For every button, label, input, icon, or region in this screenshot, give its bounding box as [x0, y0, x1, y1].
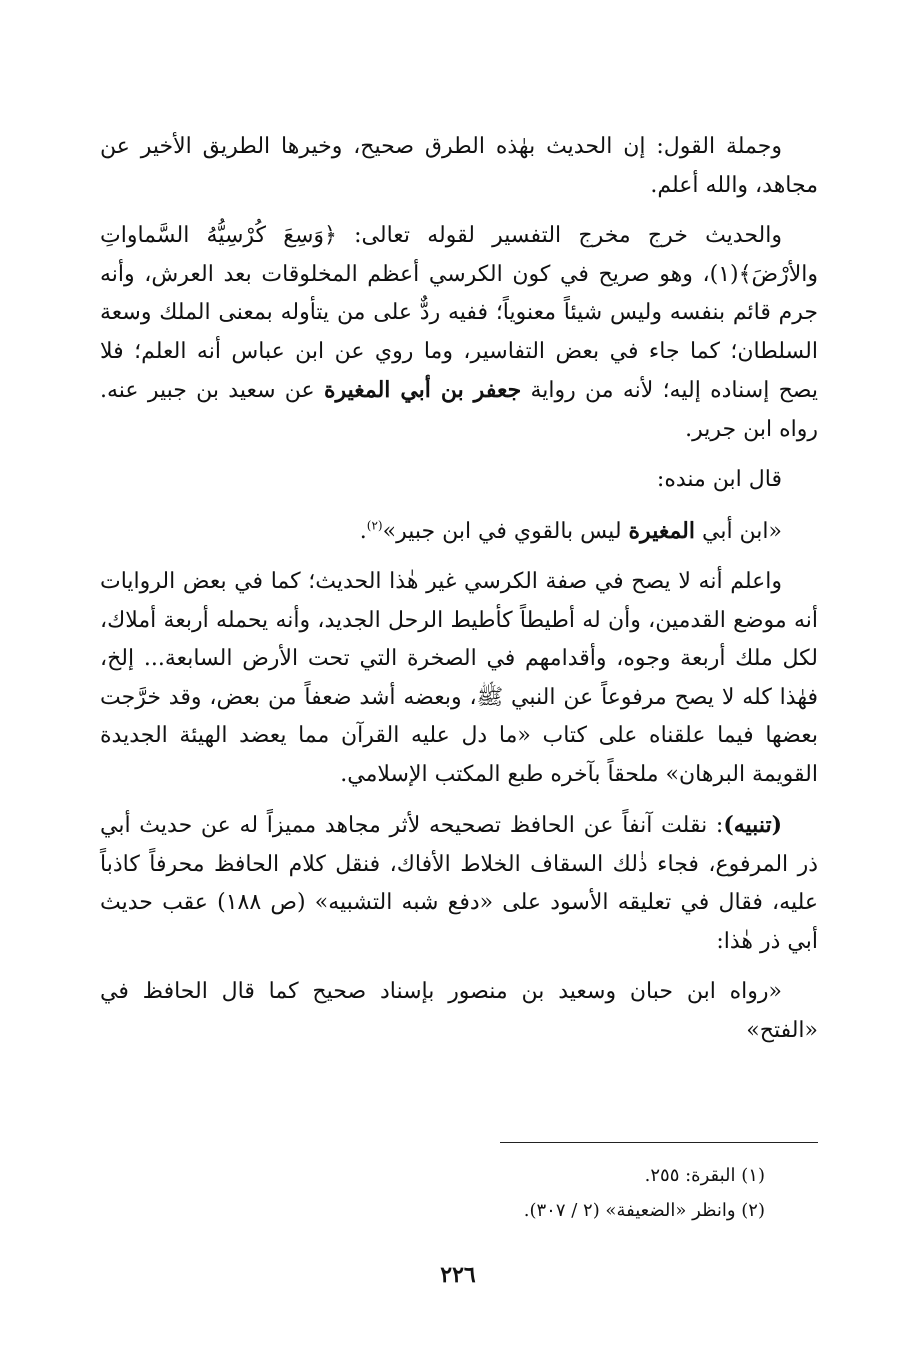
paragraph-tafsir	[100, 217, 818, 449]
quote-text: ليس بالقوي في ابن جبير»	[382, 518, 629, 544]
paragraph-ibn-hibban	[100, 973, 818, 1050]
paragraph-text: وجملة القول: إن الحديث بهٰذه الطرق صحيح، وخيرها الطريق الأخير عن مجاهد، والله أعلم.	[100, 134, 818, 198]
paragraph-kursi	[100, 563, 818, 794]
paragraph-text: قال ابن منده:	[656, 467, 782, 492]
tanbih-label: (تنبيه)	[723, 812, 782, 838]
quote-end: .	[359, 518, 367, 544]
paragraph-conclusion	[100, 128, 818, 205]
quote-text: «ابن أبي	[694, 518, 782, 544]
narrator-name: جعفر بن أبي المغيرة	[323, 377, 522, 403]
footnote-2: (٢) وانظر «الضعيفة» (٢ / ٣٠٧).	[523, 1200, 765, 1221]
paragraph-quote	[100, 512, 818, 552]
page-number: ٢٢٦	[440, 1262, 476, 1288]
paragraph-ibn-mandah	[100, 461, 818, 500]
footnotes	[400, 1158, 765, 1228]
paragraph-text: : نقلت آنفاً عن الحافظ تصحيحه لأثر مجاهد مميزاً له عن حديث أبي ذر المرفوع، فجاء ذٰلك السقاف الخلاط الأفاك، فنقل كلام الحافظ محرفاً كاذباً عليه، فقال في تعليقه الأسود على «دفع شبه التشبيه» (ص ١٨٨) عقب حديث أبي ذر هٰذا:	[100, 813, 818, 954]
footnote-1: (١) البقرة: ٢٥٥.	[644, 1165, 765, 1186]
paragraph-text: واعلم أنه لا يصح في صفة الكرسي غير هٰذا الحديث؛ كما في بعض الروايات أنه موضع القدمين، وأن له أطيطاً كأطيط الرحل الجديد، وأنه يحمله أربعة أملاك، لكل ملك أربعة وجوه، وأقدامهم في الصخرة التي تحت الأرض السابعة... إلخ، فهٰذا كله لا يصح مرفوعاً عن النبي ﷺ، وبعضه أشد ضعفاً من بعض، وقد خرَّجت بعضها فيما علقناه على كتاب «ما دل عليه القرآن مما يعضد الهيئة الجديدة القويمة البرهان» ملحقاً بآخره طبع المكتب الإسلامي.	[100, 569, 818, 787]
narrator-name: المغيرة	[628, 517, 695, 544]
paragraph-text: «رواه ابن حبان وسعيد بن منصور بإسناد صحيح كما قال الحافظ في «الفتح»	[100, 979, 818, 1043]
main-text	[100, 128, 818, 1050]
footnote-divider	[500, 1142, 818, 1143]
footnote-ref: (٢)	[366, 518, 383, 533]
paragraph-text: والحديث خرج مخرج التفسير لقوله تعالى: ﴿وَسِعَ كُرْسِيُّهُ السَّماواتِ والأرْضَ﴾(١)، وهو صريح في كون الكرسي أعظم المخلوقات بعد العرش، وأنه جرم قائم بنفسه وليس شيئاً معنوياً؛ ففيه ردٌّ على من يتأوله بمعنى الملك وسعة السلطان؛ كما جاء في بعض التفاسير، وما روي عن ابن عباس أنه العلم؛ فلا يصح إسناده إليه؛ لأنه من رواية	[100, 223, 818, 403]
paragraph-tanbih	[100, 806, 818, 961]
paragraph-text: عن سعيد بن جبير عنه. رواه ابن جرير.	[100, 378, 818, 442]
